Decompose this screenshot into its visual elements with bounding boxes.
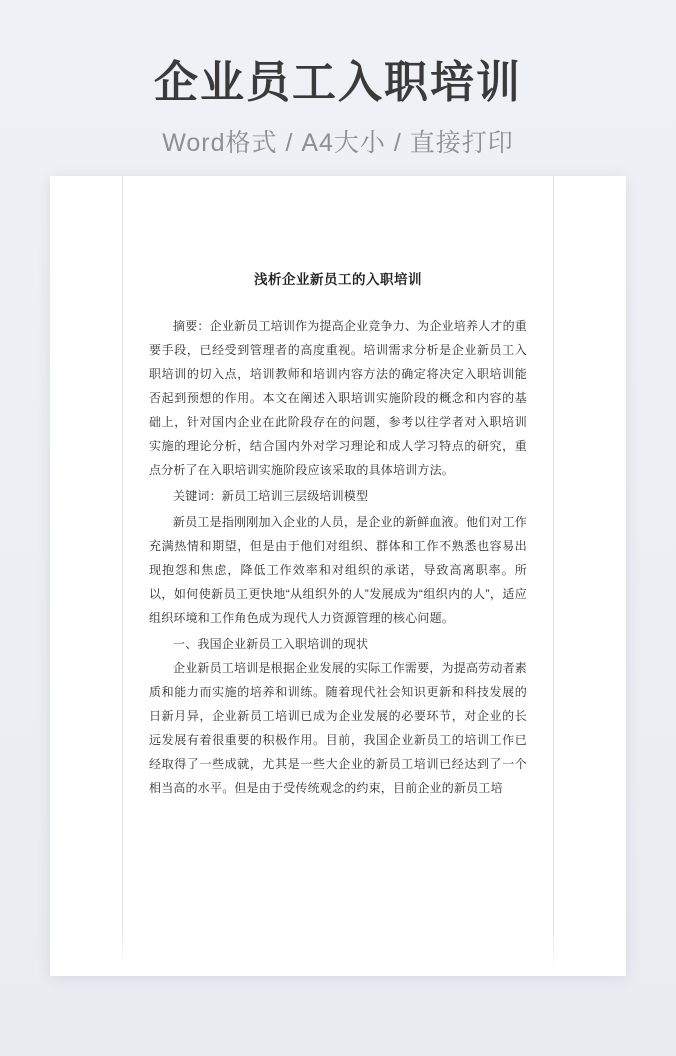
paragraph-abstract: 摘要：企业新员工培训作为提高企业竞争力、为企业培养人才的重要手段，已经受到管理者的高度重视。培训需求分析是企业新员工入职培训的切入点，培训教师和培训内容方法的确定将决定入职培训能否起到预想的作用。本文在阐述入职培训实施阶段的概念和内容的基础上，针对国内企业在此阶段存在的问题，参考以往学者对入职培训实施的理论分析，结合国内外对学习理论和成人学习特点的研究，重点分析了在入职培训实施阶段应该采取的具体培训方法。	[149, 319, 527, 477]
document-body	[149, 314, 527, 800]
promo-title: 企业员工入职培训	[154, 58, 522, 107]
paragraph-intro: 新员工是指刚刚加入企业的人员，是企业的新鲜血液。他们对工作充满热情和期望，但是由于他们对组织、群体和工作不熟悉也容易出现抱怨和焦虑，降低工作效率和对组织的承诺，导致高离职率。所以，如何使新员工更快地“从组织外的人”发展成为“组织内的人”，适应组织环境和工作角色成为现代人力资源管理的核心问题。	[149, 515, 527, 625]
paragraph-keywords: 关键词：新员工培训三层级培训模型	[173, 489, 369, 503]
document-title: 浅析企业新员工的入职培训	[254, 272, 422, 287]
document-preview[interactable]	[50, 176, 626, 976]
paragraph-section-one-body: 企业新员工培训是根据企业发展的实际工作需要，为提高劳动者素质和能力而实施的培养和训练。随着现代社会知识更新和科技发展的日新月异，企业新员工培训已成为企业发展的必要环节，对企业的长远发展有着很重要的积极作用。目前，我国企业新员工的培训工作已经取得了一些成就，尤其是一些大企业的新员工培训已经达到了一个相当高的水平。但是由于受传统观念的约束，目前企业的新员工培	[149, 661, 527, 795]
document-page	[122, 176, 554, 976]
promo-header	[0, 0, 676, 159]
section-heading-one: 一、我国企业新员工入职培训的现状	[173, 637, 369, 651]
promo-subtitle: Word格式 / A4大小 / 直接打印	[162, 128, 514, 157]
